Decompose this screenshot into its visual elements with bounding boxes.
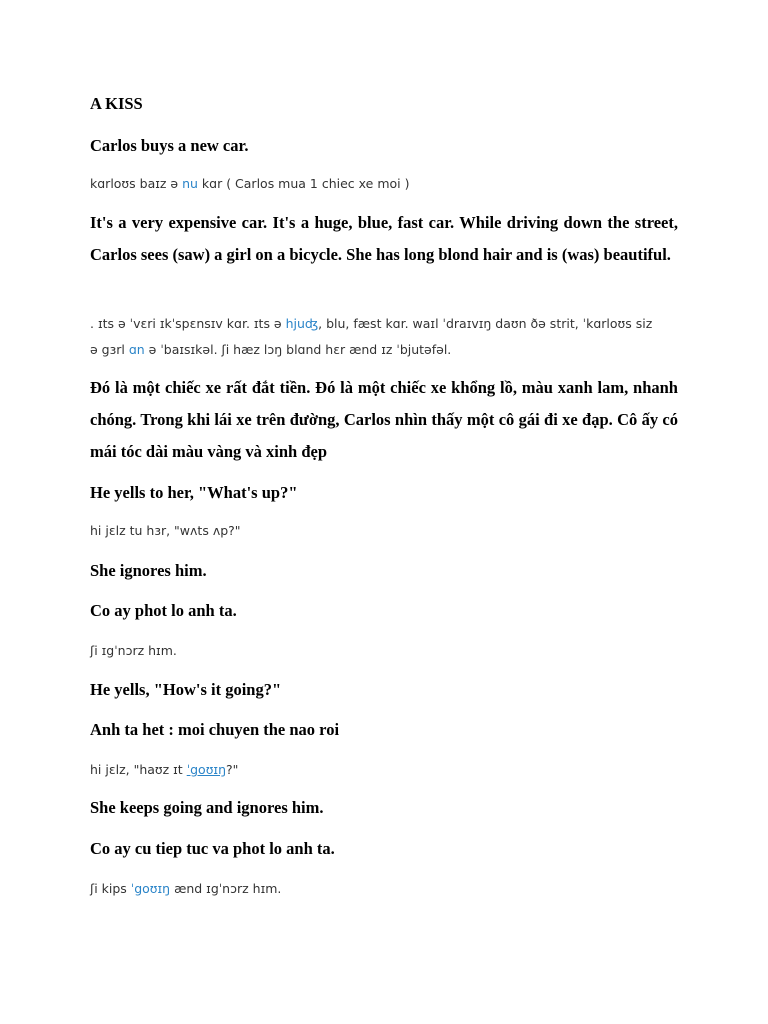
ipa-paragraph-2	[90, 311, 678, 363]
ipa-text: hi jɛlz, "haʊz ɪt	[90, 762, 187, 777]
ipa-text: ænd ɪgˈnɔrz hɪm.	[170, 881, 282, 896]
ipa-text: ?"	[226, 762, 239, 777]
sentence-8: Anh ta het : moi chuyen the nao roi	[90, 720, 340, 739]
ipa-link-word[interactable]: hjuʤ	[285, 316, 319, 331]
ipa-link-word[interactable]: ˈgoʊɪŋ	[130, 881, 171, 896]
sentence-5: She ignores him.	[90, 561, 207, 580]
ipa-text: ʃi ɪgˈnɔrz hɪm.	[90, 643, 177, 658]
ipa-link-word[interactable]: ˈgoʊɪŋ	[186, 762, 226, 777]
ipa-line-10	[90, 876, 678, 902]
ipa-text: . ɪts ə ˈvɛri ɪkˈspɛnsɪv kɑr. ɪts ə	[90, 316, 286, 331]
sentence-1: Carlos buys a new car.	[90, 136, 249, 155]
ipa-line-1	[90, 171, 678, 197]
ipa-line-8	[90, 757, 678, 783]
sentence-4: He yells to her, "What's up?"	[90, 483, 298, 502]
ipa-text: kɑrloʊs baɪz ə	[90, 176, 183, 191]
ipa-line-6	[90, 638, 678, 664]
ipa-text: kɑr ( Carlos mua 1 chiec xe moi )	[197, 176, 410, 191]
ipa-text: ə ˈbaɪsɪkəl. ʃi hæz lɔŋ blɑnd hɛr ænd ɪz ˈbjutəfəl.	[144, 342, 452, 357]
ipa-text: , blu, fæst kɑr. waɪl ˈdraɪvɪŋ daʊn ðə strit, ˈkɑrloʊs siz	[318, 316, 653, 331]
sentence-10: Co ay cu tiep tuc va phot lo anh ta.	[90, 839, 335, 858]
paragraph-2-english: It's a very expensive car. It's a huge, blue, fast car. While driving down the street, Carlos sees (saw) a girl on a bicycle. She has long blond hair and is (was) beautiful.	[90, 213, 678, 264]
sentence-7: He yells, "How's it going?"	[90, 680, 282, 699]
sentence-6: Co ay phot lo anh ta.	[90, 601, 237, 620]
paragraph-2-vietnamese: Đó là một chiếc xe rất đắt tiền. Đó là một chiếc xe khổng lồ, màu xanh lam, nhanh chóng. Trong khi lái xe trên đường, Carlos nhìn thấy một cô gái đi xe đạp. Cô ấy có mái tóc dài màu vàng và xinh đẹp	[90, 378, 678, 461]
sentence-9: She keeps going and ignores him.	[90, 798, 324, 817]
ipa-text: ə gɜrl	[90, 342, 129, 357]
ipa-link-word[interactable]: nu	[182, 176, 198, 191]
ipa-text: hi jɛlz tu hɜr, "wʌts ʌp?"	[90, 523, 241, 538]
ipa-line-4	[90, 518, 678, 544]
ipa-text: ʃi kips	[90, 881, 131, 896]
story-title: A KISS	[90, 94, 143, 113]
ipa-link-word[interactable]: ɑn	[128, 342, 145, 357]
